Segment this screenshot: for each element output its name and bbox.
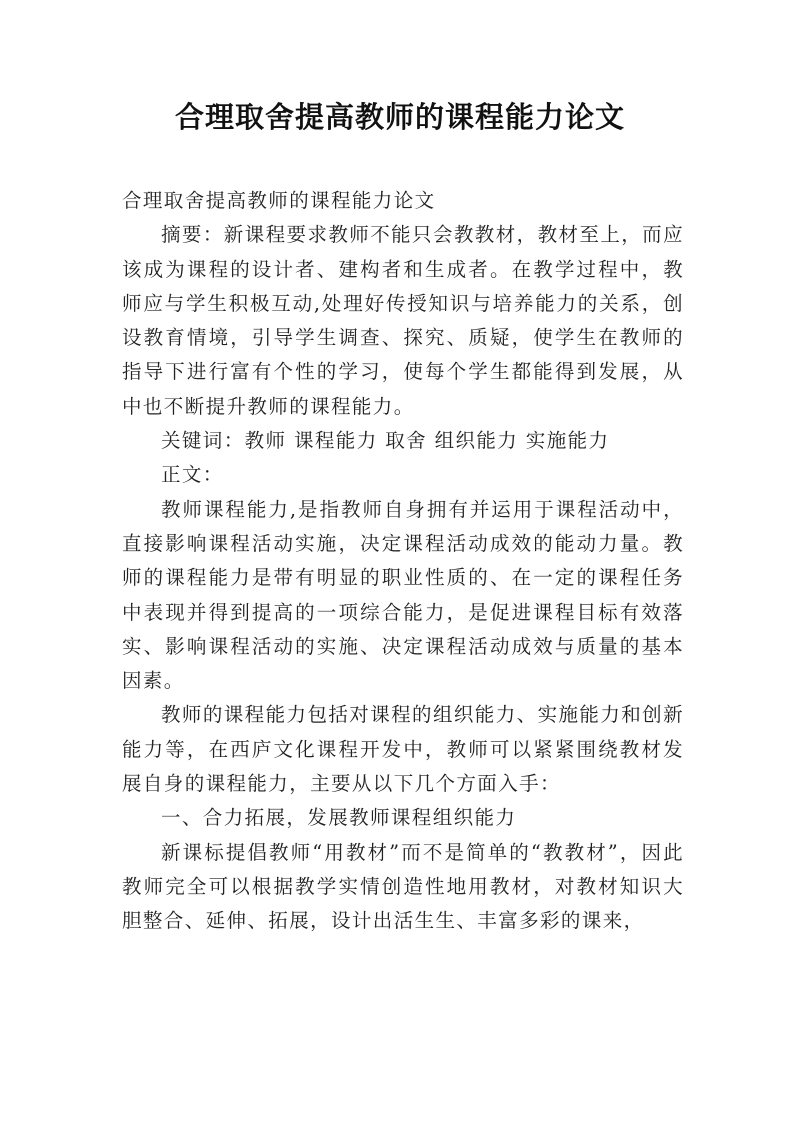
- document-body: [122, 184, 684, 939]
- paragraph-abstract: 摘要：新课程要求教师不能只会教教材，教材至上，而应该成为课程的设计者、建构者和生成者。在教学过程中，教师应与学生积极互动,处理好传授知识与培养能力的关系，创设教育情境，引导学生调查、探究、质疑，使学生在教师的指导下进行富有个性的学习，使每个学生都能得到发展，从中也不断提升教师的课程能力。: [122, 223, 684, 418]
- document-title: 合理取舍提高教师的课程能力论文: [174, 100, 625, 134]
- paragraph-body-heading: 正文：: [161, 463, 224, 487]
- paragraph-repeat-title: 合理取舍提高教师的课程能力论文: [122, 189, 436, 212]
- paragraph-section-1: 新课标提倡教师“用教材”而不是简单的“教教材”，因此教师完全可以根据教学实情创造性地用教材，对教材知识大胆整合、延伸、拓展，设计出活生生、丰富多彩的课来，: [122, 840, 684, 933]
- paragraph-components: 教师的课程能力包括对课程的组织能力、实施能力和创新能力等，在西庐文化课程开发中，教师可以紧紧围绕教材发展自身的课程能力，主要从以下几个方面入手：: [122, 703, 684, 796]
- paragraph-keywords: 关键词：教师 课程能力 取舍 组织能力 实施能力: [161, 429, 610, 453]
- section-heading-1: 一、合力拓展，发展教师课程组织能力: [161, 806, 517, 830]
- paragraph-definition: 教师课程能力,是指教师自身拥有并运用于课程活动中，直接影响课程活动实施，决定课程活动成效的能动力量。教师的课程能力是带有明显的职业性质的、在一定的课程任务中表现并得到提高的一项综合能力，是促进课程目标有效落实、影响课程活动的实施、决定课程活动成效与质量的基本因素。: [122, 497, 684, 693]
